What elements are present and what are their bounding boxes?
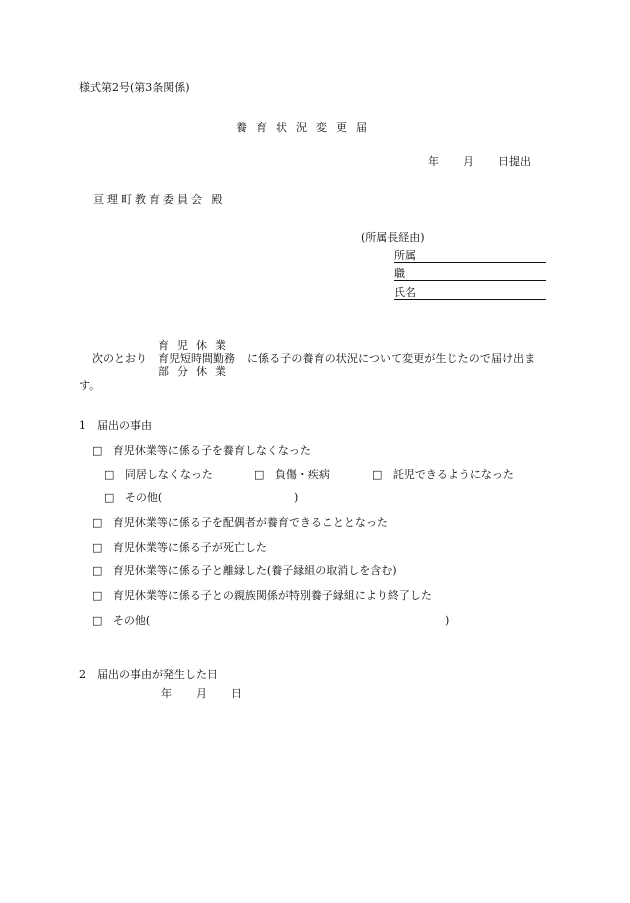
checkbox[interactable]: □ xyxy=(92,541,103,554)
sub-reason-not-cohabiting[interactable] xyxy=(104,468,213,482)
leave-type-short-hours: 育児短時間勤務 xyxy=(158,352,235,365)
occurrence-year: 年 xyxy=(161,687,172,700)
reason-label: 育児休業等に係る子を配偶者が養育できることとなった xyxy=(112,516,388,529)
form-number: 様式第2号(第3条関係) xyxy=(79,81,190,94)
submit-month: 月 xyxy=(463,155,474,168)
reason-item-other[interactable] xyxy=(92,614,150,628)
occurrence-date[interactable] xyxy=(161,687,242,701)
sub-reason-other[interactable] xyxy=(104,491,162,505)
checkbox[interactable]: □ xyxy=(92,444,103,457)
submit-date xyxy=(428,155,531,169)
section2-heading: 2 届出の事由が発生した日 xyxy=(79,668,218,681)
via-supervisor: (所属長経由) xyxy=(361,231,425,244)
close-paren: ) xyxy=(445,614,450,627)
sub-reason-label: 同居しなくなった xyxy=(124,468,213,481)
sub-reason-label: 負傷・疾病 xyxy=(274,468,330,481)
reason-item-no-longer-caring[interactable] xyxy=(92,444,311,458)
reason-label: その他( xyxy=(112,614,151,627)
affiliation-field[interactable]: 所属 xyxy=(394,249,546,263)
occurrence-month: 月 xyxy=(196,687,207,700)
sub-reason-label: 託児できるようになった xyxy=(392,468,514,481)
section1-heading: 1 届出の事由 xyxy=(79,419,152,432)
submit-year: 年 xyxy=(428,155,439,168)
paragraph-body: に係る子の養育の状況について変更が生じたので届け出ま xyxy=(247,352,536,365)
reason-item-spouse-can-care[interactable] xyxy=(92,516,388,530)
leave-type-partial: 部分休業 xyxy=(158,365,234,378)
reason-label: 育児休業等に係る子が死亡した xyxy=(112,541,267,554)
addressee: 亘理町教育委員会 殿 xyxy=(93,193,226,206)
leave-type-childcare: 育児休業 xyxy=(158,339,234,352)
paragraph-lead: 次のとおり xyxy=(92,352,147,365)
sub-reason-injury[interactable] xyxy=(254,468,330,482)
checkbox[interactable]: □ xyxy=(104,468,115,481)
position-field[interactable]: 職 xyxy=(394,267,546,281)
reason-label: 育児休業等に係る子を養育しなくなった xyxy=(112,444,311,457)
checkbox[interactable]: □ xyxy=(92,564,103,577)
checkbox[interactable]: □ xyxy=(92,516,103,529)
name-field[interactable]: 氏名 xyxy=(394,286,546,300)
page-title: 養育状況変更届 xyxy=(236,121,376,134)
checkbox[interactable]: □ xyxy=(92,614,103,627)
checkbox[interactable]: □ xyxy=(92,589,103,602)
sub-reason-label: その他( xyxy=(124,491,163,504)
checkbox[interactable]: □ xyxy=(254,468,265,481)
reason-item-special-adoption[interactable] xyxy=(92,589,432,603)
reason-item-dissolved-adoption[interactable] xyxy=(92,564,397,578)
submit-day: 日提出 xyxy=(498,155,531,168)
checkbox[interactable]: □ xyxy=(104,491,115,504)
close-paren: ) xyxy=(294,491,299,504)
reason-item-child-deceased[interactable] xyxy=(92,541,267,555)
reason-label: 育児休業等に係る子と離縁した(養子縁組の取消しを含む) xyxy=(112,564,397,577)
paragraph-end: す。 xyxy=(79,379,101,392)
checkbox[interactable]: □ xyxy=(372,468,383,481)
sub-reason-childcare-available[interactable] xyxy=(372,468,514,482)
occurrence-day: 日 xyxy=(231,687,242,700)
reason-label: 育児休業等に係る子との親族関係が特別養子縁組により終了した xyxy=(112,589,432,602)
